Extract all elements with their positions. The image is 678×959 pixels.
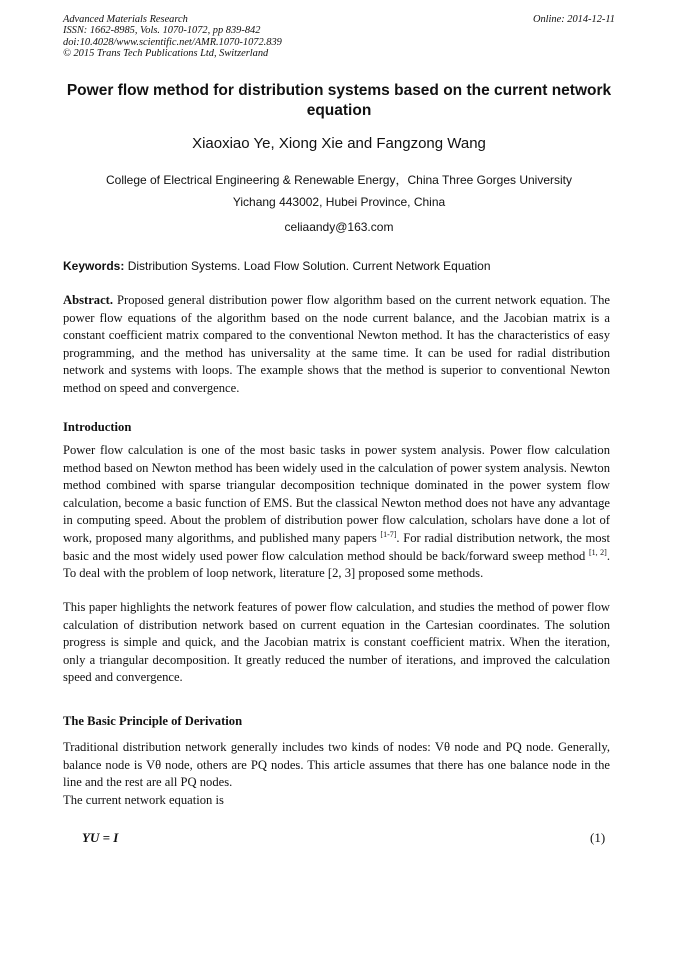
introduction-paragraph-2: This paper highlights the network features of power flow calculation, and studies the method of power flow calculation of distribution network based on current equation in the Cartesian coordinates. The solution progress is simple and quick, and the Jacobian matrix is constant coefficient matrix. When the iteration, only a triangular decomposition. It greatly reduced the number of iterations, and improved the calculation speed and convergence. — [63, 600, 610, 685]
journal-name: Advanced Materials Research — [63, 14, 188, 25]
text: . To deal with the problem of loop network, literature [2, 3] proposed some methods. — [63, 548, 610, 581]
doi: doi:10.4028/www.scientific.net/AMR.1070-1072.839 — [63, 36, 282, 48]
email: celiaandy@163.com — [284, 220, 394, 234]
text: . For radial distribution network, the most basic and the most widely used power flow calculation method should be back/forward sweep method — [63, 530, 610, 563]
abstract — [63, 292, 610, 398]
abstract-label: Abstract. — [63, 293, 114, 307]
derivation-paragraph-1: Traditional distribution network generally includes two kinds of nodes: Vθ node and PQ node. Generally, balance node is Vθ node, others are PQ nodes. This article assumes that there has one balance node in the line and the rest are all PQ nodes. — [63, 740, 610, 790]
equation: YU = I — [82, 830, 119, 845]
keywords-label: Keywords: — [63, 259, 125, 273]
citation: [1, 2] — [588, 547, 607, 557]
online-date: Online: 2014-12-11 — [532, 14, 615, 25]
address: Yichang 443002, Hubei Province, China — [232, 195, 446, 209]
derivation-paragraph-2: The current network equation is — [63, 793, 224, 807]
derivation-heading: The Basic Principle of Derivation — [63, 714, 243, 728]
issn: ISSN: 1662-8985, Vols. 1070-1072, pp 839-842 — [63, 25, 261, 37]
equation-number: (1) — [590, 830, 606, 845]
introduction-heading: Introduction — [63, 420, 132, 434]
abstract-text: Proposed general distribution power flow algorithm based on the current network equation. The power flow equations of the algorithm based on the node current balance, and the Jacobian matrix is a constant coefficient matrix compared to the conventional Newton method. It has the characteristics of easy programming, and the method has universality at the same time. It can be used for radial distribution network and systems with loops. The example shows that the method is superior to conventional Newton method on speed and convergence. — [63, 293, 610, 395]
journal-info — [63, 14, 282, 60]
authors: Xiaoxiao Ye, Xiong Xie and Fangzong Wang — [192, 135, 486, 152]
citation: [1-7] — [380, 529, 397, 539]
keywords — [63, 259, 491, 273]
copyright: © 2015 Trans Tech Publications Ltd, Switzerland — [63, 48, 269, 60]
affiliation: College of Electrical Engineering & Renewable Energy，China Three Gorges University — [105, 173, 572, 187]
introduction-paragraph-1 — [63, 442, 610, 583]
keywords-text: Distribution Systems. Load Flow Solution. Current Network Equation — [124, 259, 491, 273]
text: Power flow calculation is one of the most basic tasks in power system analysis. Power flow calculation method based on Newton method has been widely used in the calculation of power system analysis. Newton method combined with sparse triangular decomposition technique dominated in the power system flow calculation, become a basic function of EMS. But the classical Newton method does not have any advantage in computing speed. About the problem of distribution power flow calculation, scholars have done a lot of work, proposed many algorithms, and published many papers — [63, 443, 610, 545]
paper-title: Power flow method for distribution systems based on the current network equation — [66, 82, 612, 119]
